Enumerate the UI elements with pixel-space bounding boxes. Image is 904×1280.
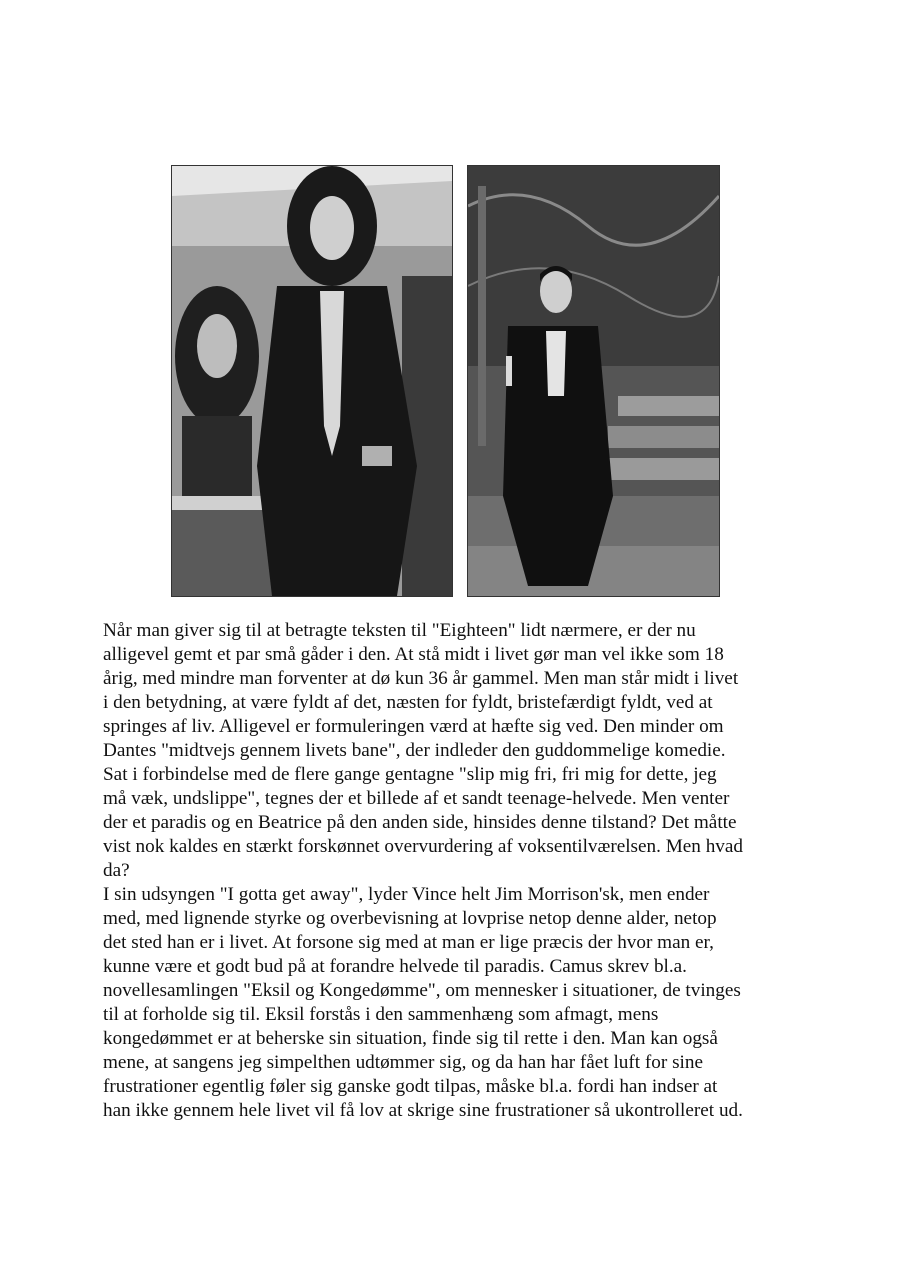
paragraph-1 bbox=[103, 619, 803, 883]
text-line: springes af liv. Alligevel er formuleringen værd at hæfte sig ved. Den minder om bbox=[103, 716, 724, 737]
photo-left bbox=[171, 165, 453, 597]
text-line: kunne være et godt bud på at forandre helvede til paradis. Camus skrev bl.a. bbox=[103, 956, 687, 977]
text-line: der et paradis og en Beatrice på den anden side, hinsides denne tilstand? Det måtte bbox=[103, 812, 737, 833]
text-line: I sin udsyngen "I gotta get away", lyder Vince helt Jim Morrison'sk, men ender bbox=[103, 884, 710, 905]
text-line: til at forholde sig til. Eksil forstås i den sammenhæng som afmagt, mens bbox=[103, 1004, 659, 1025]
text-line: da? bbox=[103, 860, 130, 881]
text-line: med, med lignende styrke og overbevisning at lovprise netop denne alder, netop bbox=[103, 908, 717, 929]
text-line: Når man giver sig til at betragte teksten til "Eighteen" lidt nærmere, er der nu bbox=[103, 620, 696, 641]
text-line: han ikke gennem hele livet vil få lov at skrige sine frustrationer så ukontrolleret ud. bbox=[103, 1100, 743, 1121]
photo-left-image bbox=[172, 166, 452, 596]
text-line: Dantes "midtvejs gennem livets bane", der indleder den guddommelige komedie. bbox=[103, 740, 726, 761]
text-line: det sted han er i livet. At forsone sig med at man er lige præcis der hvor man er, bbox=[103, 932, 714, 953]
text-line: kongedømmet er at beherske sin situation, finde sig til rette i den. Man kan også bbox=[103, 1028, 718, 1049]
text-line: frustrationer egentlig føler sig ganske godt tilpas, måske bl.a. fordi han indser at bbox=[103, 1076, 718, 1097]
text-line: må væk, undslippe", tegnes der et billede af et sandt teenage-helvede. Men venter bbox=[103, 788, 730, 809]
photo-right bbox=[467, 165, 720, 597]
text-line: årig, med mindre man forventer at dø kun 36 år gammel. Men man står midt i livet bbox=[103, 668, 739, 689]
text-line: i den betydning, at være fyldt af det, næsten for fyldt, bristefærdigt fyldt, ved at bbox=[103, 692, 713, 713]
text-line: mene, at sangens jeg simpelthen udtømmer sig, og da han har fået luft for sine bbox=[103, 1052, 703, 1073]
text-line: vist nok kaldes en stærkt forskønnet overvurdering af voksentilværelsen. Men hvad bbox=[103, 836, 743, 857]
text-line: Sat i forbindelse med de flere gange gentagne "slip mig fri, fri mig for dette, jeg bbox=[103, 764, 717, 785]
photo-right-image bbox=[468, 166, 719, 596]
article-text bbox=[103, 619, 803, 1123]
text-line: alligevel gemt et par små gåder i den. At stå midt i livet gør man vel ikke som 18 bbox=[103, 644, 724, 665]
text-line: novellesamlingen "Eksil og Kongedømme", om mennesker i situationer, de tvinges bbox=[103, 980, 741, 1001]
paragraph-2 bbox=[103, 883, 803, 1123]
